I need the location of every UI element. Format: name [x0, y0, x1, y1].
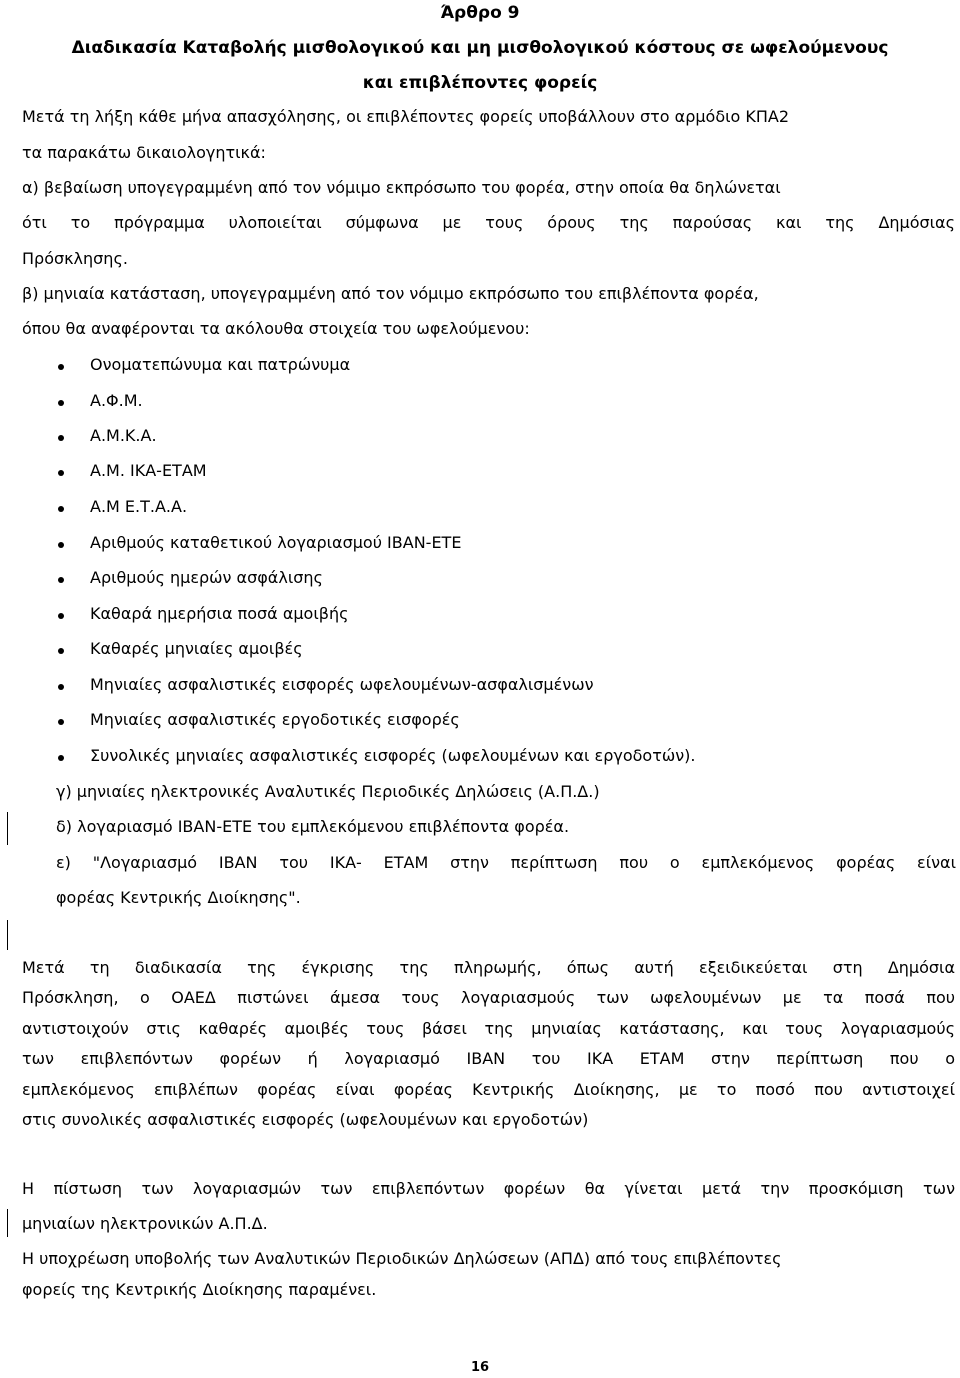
para1-line-6: στις συνολικές ασφαλιστικές εισφορές (ωφελουμένων και εργοδοτών) — [22, 1110, 589, 1129]
para2-line-2: μηνιαίων ηλεκτρονικών Α.Π.Δ. — [22, 1214, 268, 1233]
bullet-marker — [58, 719, 64, 725]
para1-line-3: αντιστοιχούν στις καθαρές αμοιβές τους βάσει της μηνιαίας κατάστασης, και τους λογαριασμούς — [22, 1019, 955, 1038]
item-a-line-1: α) βεβαίωση υπογεγραμμένη από τον νόμιμο εκπρόσωπο του φορέα, στην οποία θα δηλώνεται — [22, 178, 781, 197]
bullet-marker — [58, 470, 64, 476]
bullet-marker — [58, 648, 64, 654]
bullet-item: Μηνιαίες ασφαλιστικές εισφορές ωφελουμένων-ασφαλισμένων — [90, 675, 594, 694]
item-c: γ) μηνιαίες ηλεκτρονικές Αναλυτικές Περιοδικές Δηλώσεις (Α.Π.Δ.) — [56, 782, 600, 801]
bullet-marker — [58, 506, 64, 512]
bullet-marker — [58, 400, 64, 406]
bullet-item: Συνολικές μηνιαίες ασφαλιστικές εισφορές (ωφελουμένων και εργοδοτών). — [90, 746, 696, 765]
item-a-line-3: Πρόσκλησης. — [22, 249, 128, 268]
bullet-item: Ονοματεπώνυμα και πατρώνυμα — [90, 355, 351, 374]
bullet-marker — [58, 542, 64, 548]
bullet-item: Α.Μ Ε.Τ.Α.Α. — [90, 497, 188, 516]
bullet-item: Α.Φ.Μ. — [90, 391, 143, 410]
bullet-item: Α.Μ. ΙΚΑ-ΕΤΑΜ — [90, 461, 207, 480]
article-title-line-1: Διαδικασία Καταβολής μισθολογικού και μη μισθολογικού κόστους σε ωφελούμενους — [71, 38, 889, 58]
bullet-marker — [58, 684, 64, 690]
item-e-line-1: ε) "Λογαριασμό IBAN του ΙΚΑ- ΕΤΑΜ στην περίπτωση που ο εμπλεκόμενος φορέας είναι — [56, 853, 956, 872]
bullet-marker — [58, 577, 64, 583]
bullet-item: Αριθμούς καταθετικού λογαριασμού IBAN-ΕΤΕ — [90, 533, 462, 552]
article-title-line-2: και επιβλέποντες φορείς — [362, 73, 598, 93]
bullet-marker — [58, 435, 64, 441]
bullet-item: Α.Μ.Κ.Α. — [90, 426, 157, 445]
article-number: Άρθρο 9 — [440, 3, 520, 23]
item-b-line-2: όπου θα αναφέρονται τα ακόλουθα στοιχεία του ωφελούμενου: — [22, 319, 530, 338]
intro-line-1: Μετά τη λήξη κάθε μήνα απασχόλησης, οι επιβλέποντες φορείς υποβάλλουν στο αρμόδιο ΚΠΑ2 — [22, 107, 790, 126]
bullet-item: Αριθμούς ημερών ασφάλισης — [90, 568, 323, 587]
para1-line-2: Πρόσκληση, ο ΟΑΕΔ πιστώνει άμεσα τους λογαριασμούς των ωφελουμένων με τα ποσά που — [22, 988, 955, 1007]
item-a-line-2: ότι το πρόγραμμα υλοποιείται σύμφωνα με τους όρους της παρούσας και της Δημόσιας — [22, 213, 955, 232]
bullet-marker — [58, 364, 64, 370]
revision-bar — [7, 1209, 8, 1237]
bullet-marker — [58, 613, 64, 619]
intro-line-2: τα παρακάτω δικαιολογητικά: — [22, 143, 266, 162]
para1-line-4: των επιβλεπόντων φορέων ή λογαριασμό IBAN του ΙΚΑ ΕΤΑΜ στην περίπτωση που ο — [22, 1049, 955, 1068]
para2-line-1: Η πίστωση των λογαριασμών των επιβλεπόντων φορέων θα γίνεται μετά την προσκόμιση των — [22, 1179, 955, 1198]
item-b-line-1: β) μηνιαία κατάσταση, υπογεγραμμένη από τον νόμιμο εκπρόσωπο του επιβλέποντα φορέα, — [22, 284, 759, 303]
page-number: 16 — [470, 1360, 490, 1375]
bullet-item: Καθαρά ημερήσια ποσά αμοιβής — [90, 604, 349, 623]
revision-bar — [7, 812, 8, 845]
item-d: δ) λογαριασμό IBAN-ΕΤΕ του εμπλεκόμενου επιβλέποντα φορέα. — [56, 817, 570, 836]
bullet-item: Καθαρές μηνιαίες αμοιβές — [90, 639, 303, 658]
para3-line-2: φορείς της Κεντρικής Διοίκησης παραμένει. — [22, 1280, 377, 1299]
para1-line-1: Μετά τη διαδικασία της έγκρισης της πληρωμής, όπως αυτή εξειδικεύεται στη Δημόσια — [22, 958, 955, 977]
para3-line-1: Η υποχρέωση υποβολής των Αναλυτικών Περιοδικών Δηλώσεων (ΑΠΔ) από τους επιβλέποντες — [22, 1249, 782, 1268]
para1-line-5: εμπλεκόμενος επιβλέπων φορέας είναι φορέας Κεντρικής Διοίκησης, με το ποσό που αντιστοιχεί — [22, 1080, 955, 1099]
revision-bar — [7, 920, 8, 950]
bullet-marker — [58, 755, 64, 761]
item-e-line-2: φορέας Κεντρικής Διοίκησης". — [56, 888, 301, 907]
bullet-item: Μηνιαίες ασφαλιστικές εργοδοτικές εισφορές — [90, 710, 460, 729]
